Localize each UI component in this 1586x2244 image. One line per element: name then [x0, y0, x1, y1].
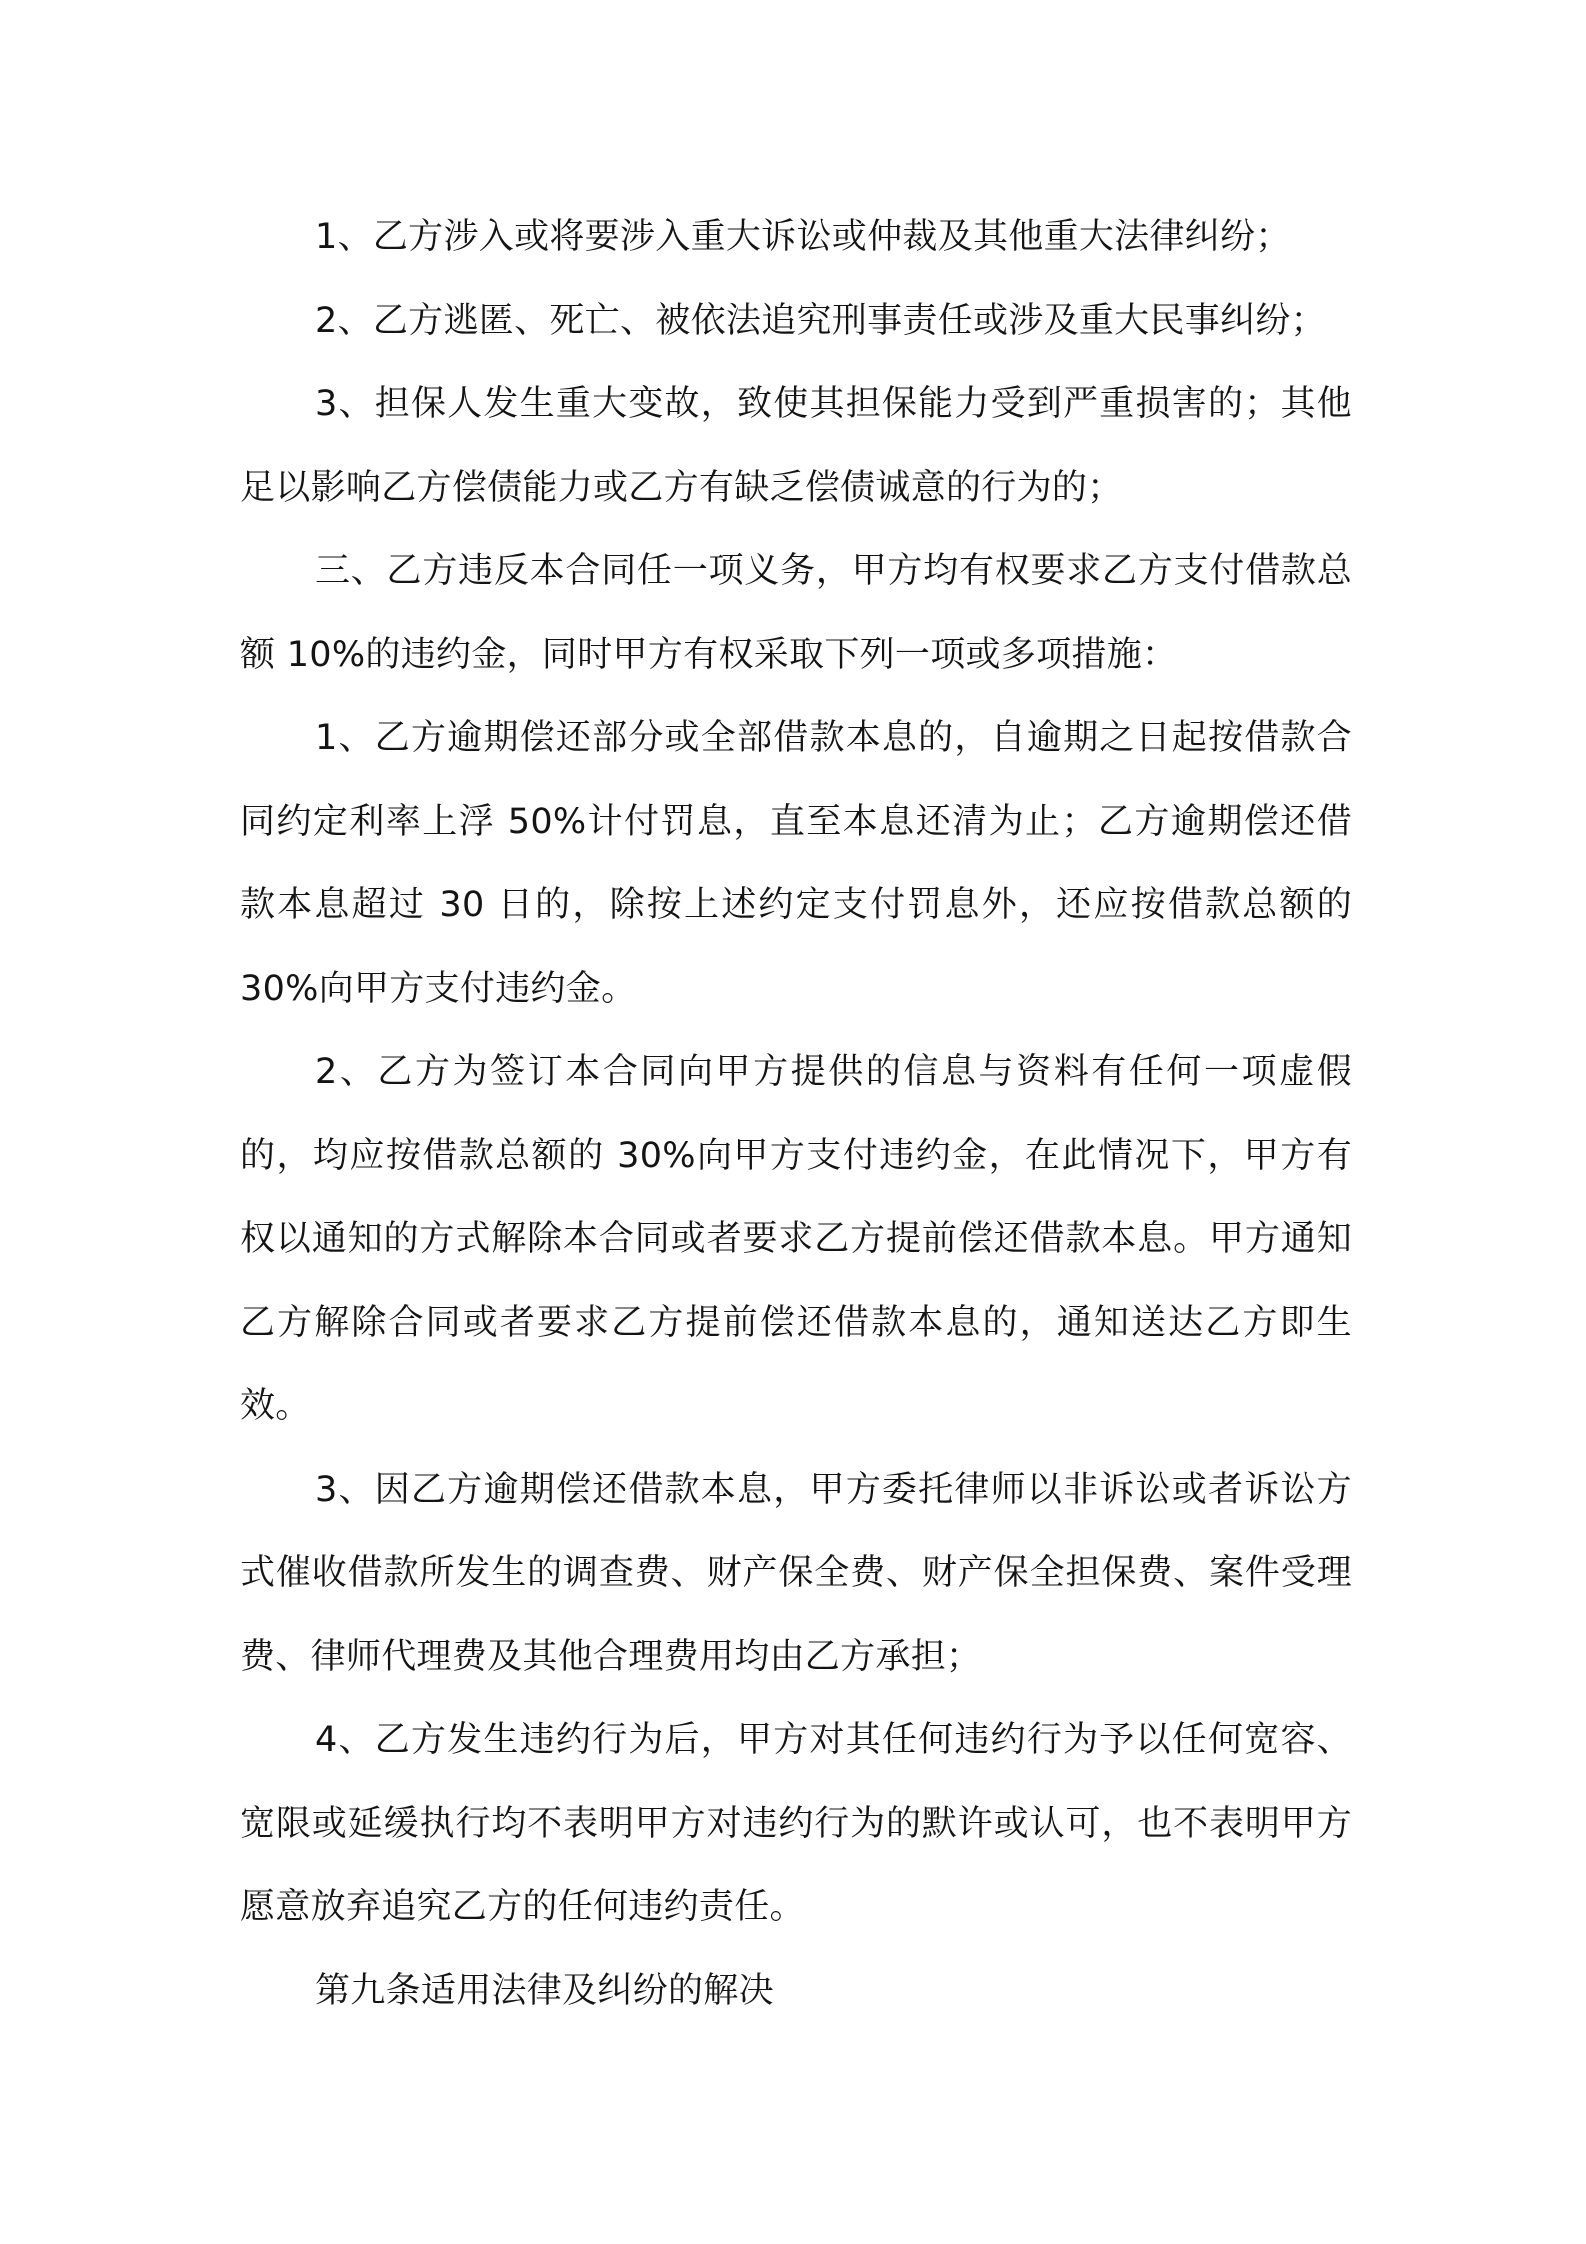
clause-paragraph-4: 三、乙方违反本合同任一项义务，甲方均有权要求乙方支付借款总额 10%的违约金，同时甲方有权采取下列一项或多项措施： — [240, 551, 1352, 675]
clause-paragraph-7: 3、因乙方逾期偿还借款本息，甲方委托律师以非诉讼或者诉讼方式催收借款所发生的调查费、财产保全费、财产保全担保费、案件受理费、律师代理费及其他合理费用均由乙方承担； — [240, 1469, 1352, 1677]
clause-paragraph-1: 1、乙方涉入或将要涉入重大诉讼或仲裁及其他重大法律纠纷； — [315, 217, 1291, 257]
clause-paragraph-2: 2、乙方逃匿、死亡、被依法追究刑事责任或涉及重大民事纠纷； — [315, 300, 1326, 341]
article-heading: 第九条适用法律及纠纷的解决 — [315, 1970, 774, 2011]
clause-paragraph-5: 1、乙方逾期偿还部分或全部借款本息的，自逾期之日起按借款合同约定利率上浮 50%计付罚息，直至本息还清为止；乙方逾期偿还借款本息超过 30 日的，除按上述约定支付罚息外，还应按借款总额的 30%向甲方支付违约金。 — [240, 718, 1352, 1009]
clause-paragraph-8: 4、乙方发生违约行为后，甲方对其任何违约行为予以任何宽容、宽限或延缓执行均不表明甲方对违约行为的默许或认可，也不表明甲方愿意放弃追究乙方的任何违约责任。 — [240, 1720, 1352, 1927]
document-body — [240, 196, 1352, 2033]
clause-paragraph-6: 2、乙方为签订本合同向甲方提供的信息与资料有任何一项虚假的，均应按借款总额的 30%向甲方支付违约金，在此情况下，甲方有权以通知的方式解除本合同或者要求乙方提前偿还借款本息。甲方通知乙方解除合同或者要求乙方提前偿还借款本息的，通知送达乙方即生效。 — [240, 1052, 1352, 1426]
clause-paragraph-3: 3、担保人发生重大变故，致使其担保能力受到严重损害的；其他足以影响乙方偿债能力或乙方有缺乏偿债诚意的行为的； — [240, 384, 1352, 508]
